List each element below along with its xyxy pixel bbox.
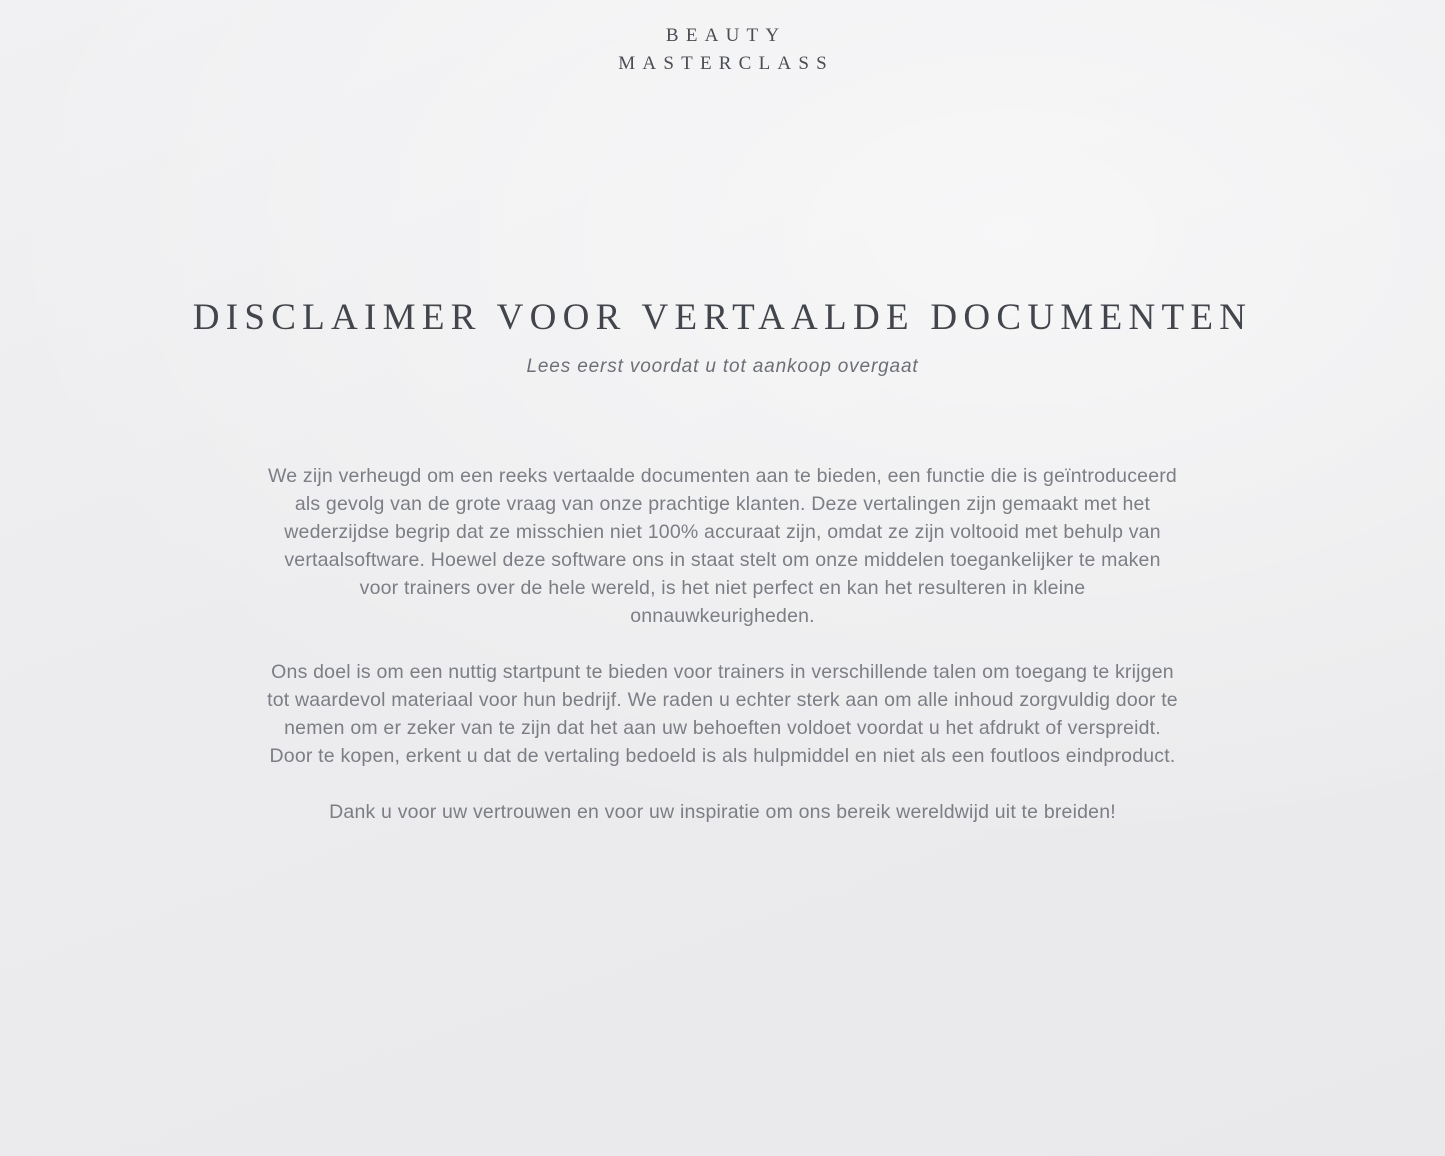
brand-logo: [0, 0, 1445, 78]
brand-line-masterclass: MASTERCLASS: [618, 53, 834, 74]
brand-line-beauty: BEAUTY: [665, 25, 787, 46]
disclaimer-text: [265, 462, 1180, 826]
disclaimer-closing-line: Dank u voor uw vertrouwen en voor uw inspiratie om ons bereik wereldwijd uit te breiden!: [329, 801, 1116, 823]
document-content: [0, 296, 1445, 826]
page-title: DISCLAIMER VOOR VERTAALDE DOCUMENTEN: [192, 297, 1253, 338]
page-subtitle: Lees eerst voordat u tot aankoop overgaat: [526, 356, 919, 377]
disclaimer-paragraph-1: We zijn verheugd om een reeks vertaalde documenten aan te bieden, een functie die is geïntroduceerd als gevolg van de grote vraag van onze prachtige klanten. Deze vertalingen zijn gemaakt met het wederzijdse begrip dat ze misschien niet 100% accuraat zijn, omdat ze zijn voltooid met behulp van vertaalsoftware. Hoewel deze software ons in staat stelt om onze middelen toegankelijker te maken voor trainers over de hele wereld, is het niet perfect en kan het resulteren in kleine onnauwkeurigheden.: [268, 465, 1177, 627]
disclaimer-paragraph-2: Ons doel is om een nuttig startpunt te bieden voor trainers in verschillende talen om toegang te krijgen tot waardevol materiaal voor hun bedrijf. We raden u echter sterk aan om alle inhoud zorgvuldig door te nemen om er zeker van te zijn dat het aan uw behoeften voldoet voordat u het afdrukt of verspreidt. Door te kopen, erkent u dat de vertaling bedoeld is als hulpmiddel en niet als een foutloos eindproduct.: [267, 661, 1178, 767]
